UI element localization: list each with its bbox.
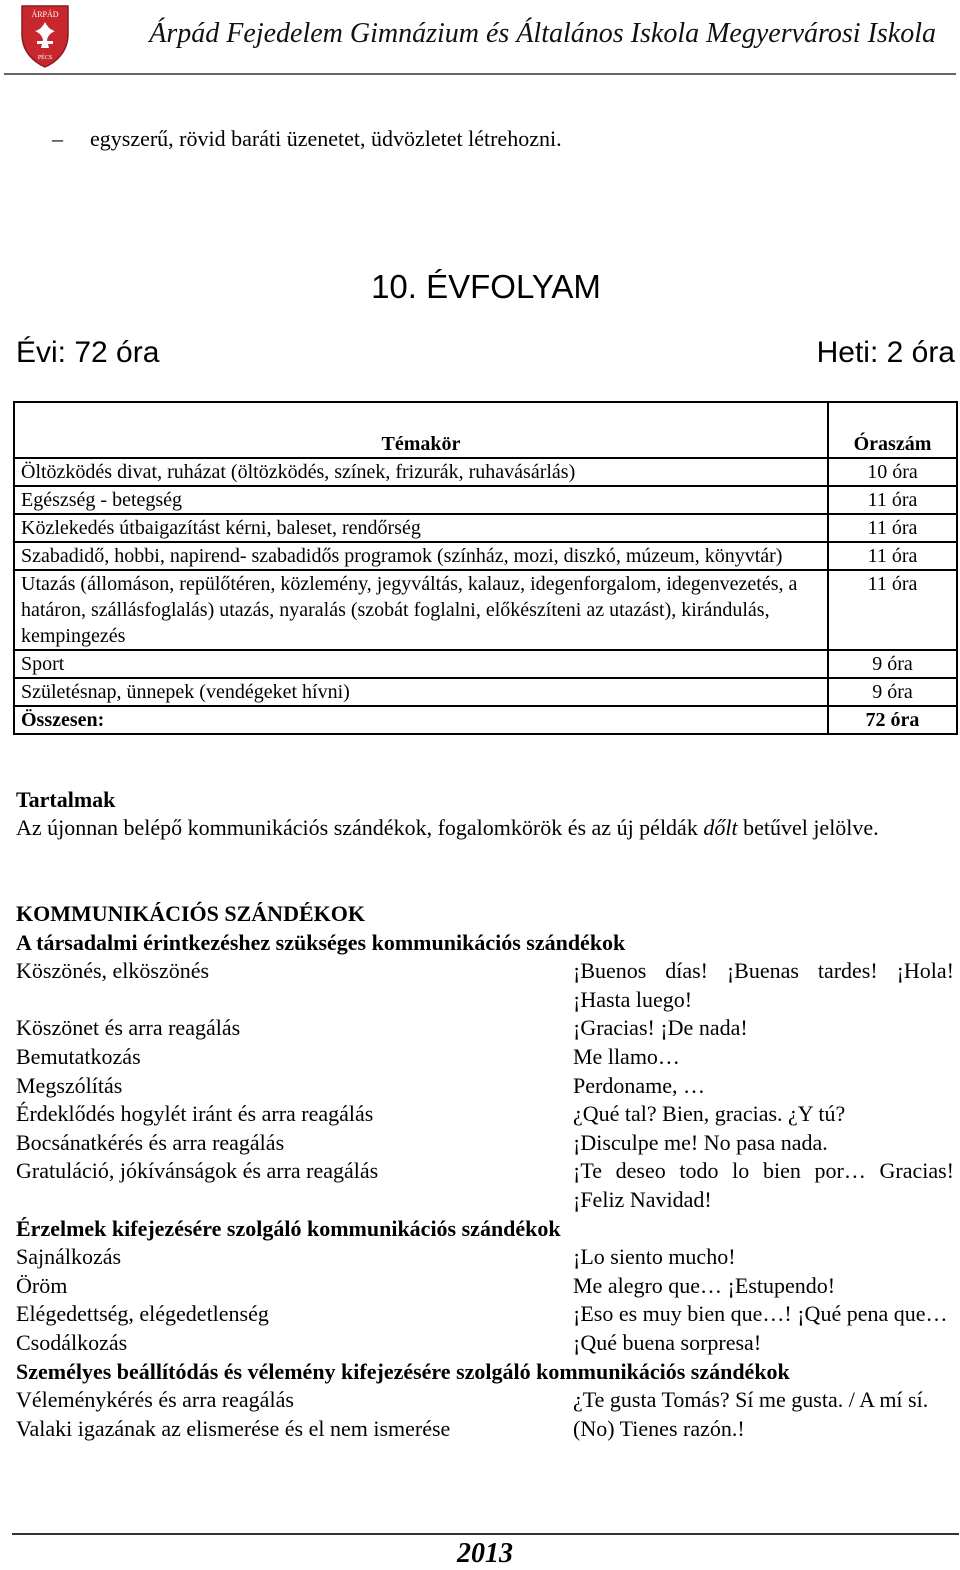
footer-divider [12, 1533, 959, 1535]
contents-italic-word: dőlt [703, 815, 738, 840]
hours-cell: 9 óra [828, 678, 957, 706]
table-row [14, 570, 957, 650]
table-row [14, 542, 957, 570]
topic-cell: Összesen: [14, 706, 828, 734]
intention-label: Sajnálkozás [16, 1244, 122, 1270]
table-row [14, 650, 957, 678]
page-header [0, 0, 960, 75]
intention-label: Megszólítás [16, 1072, 123, 1098]
hours-cell: 10 óra [828, 458, 957, 486]
intention-row [16, 1272, 954, 1301]
topic-cell: Közlekedés útbaigazítást kérni, baleset, rendőrség [14, 514, 828, 542]
contents-section [16, 786, 954, 842]
intention-example: ¡Lo siento mucho! [573, 1244, 736, 1270]
intention-example: ¿Qué tal? Bien, gracias. ¿Y tú? [573, 1101, 846, 1127]
intention-row [16, 1243, 954, 1272]
intention-example: Me alegro que… ¡Estupendo! [573, 1272, 836, 1298]
intention-example: ¡Disculpe me! No pasa nada. [573, 1129, 828, 1155]
topics-table [13, 401, 958, 735]
intention-example: ¡Eso es muy bien que…! ¡Qué pena que… [573, 1301, 948, 1327]
intention-label: Valaki igazának az elismerése és el nem ismerése [16, 1415, 451, 1441]
dash-bullet: – [52, 126, 63, 151]
intention-row [16, 1100, 954, 1129]
hours-header: Óraszám [853, 433, 932, 455]
intention-label: Gratuláció, jókívánságok és arra reagálás [16, 1158, 379, 1184]
intention-label: Bemutatkozás [16, 1043, 141, 1069]
crest-lily-icon [20, 4, 70, 68]
intention-label: Bocsánatkérés és arra reagálás [16, 1129, 285, 1155]
intention-example: Perdoname, … [573, 1072, 705, 1098]
header-divider [4, 73, 956, 75]
intention-row [16, 1014, 954, 1043]
hours-cell: 11 óra [828, 514, 957, 542]
topic-cell: Egészség - betegség [14, 486, 828, 514]
hours-cell: 11 óra [828, 542, 957, 570]
contents-text [16, 814, 954, 842]
intention-example: ¡Te deseo todo lo bien por… Gracias! ¡Feliz Navidad! [573, 1158, 954, 1212]
contents-text-part: Az újonnan belépő kommunikációs szándékok, fogalomkörök és az új példák [16, 815, 704, 840]
topic-header-cell [14, 402, 828, 458]
hours-cell: 11 óra [828, 570, 957, 650]
intention-row [16, 1157, 954, 1214]
intentions-title: KOMMUNIKÁCIÓS SZÁNDÉKOK [16, 901, 365, 926]
intention-label: Köszönés, elköszönés [16, 958, 210, 984]
bullet-text: egyszerű, rövid baráti üzenetet, üdvözletet létrehozni. [90, 126, 562, 151]
intention-row [16, 1415, 954, 1444]
logo-subtext: PÉCS [37, 55, 53, 61]
weekly-hours: Heti: 2 óra [816, 336, 955, 369]
table-row [14, 514, 957, 542]
table-header-row [14, 402, 957, 458]
contents-text-part: betűvel jelölve. [737, 815, 879, 840]
grade-title: 10. ÉVFOLYAM [371, 268, 601, 305]
intention-row [16, 1329, 954, 1358]
intention-row [16, 1043, 954, 1072]
topic-cell: Utazás (állomáson, repülőtéren, közlemény, jegyváltás, kalauz, idegenforgalom, idegenvezetés, a határon, szállásfoglalás) utazás, nyaralás (szobát foglalni, előkészíteni az utazást), kirándulás, kempingezés [14, 570, 828, 650]
intention-label: Érdeklődés hogylét iránt és arra reagálás [16, 1101, 374, 1127]
intention-group-heading: A társadalmi érintkezéshez szükséges kommunikációs szándékok [16, 929, 626, 955]
table-row [14, 458, 957, 486]
intention-row [16, 1386, 954, 1415]
school-name: Árpád Fejedelem Gimnázium és Általános Iskola Megyervárosi Iskola [149, 18, 936, 49]
intention-example: (No) Tienes razón.! [573, 1415, 745, 1441]
contents-title: Tartalmak [16, 787, 116, 812]
hours-cell: 72 óra [828, 706, 957, 734]
intention-example: ¡Qué buena sorpresa! [573, 1329, 762, 1355]
intention-row [16, 1300, 954, 1329]
intention-group-heading: Személyes beállítódás és vélemény kifejezésére szolgáló kommunikációs szándékok [16, 1358, 790, 1384]
logo-text: ÁRPÁD [31, 10, 59, 19]
table-row [14, 678, 957, 706]
table-row [14, 486, 957, 514]
topic-cell: Szabadidő, hobbi, napirend- szabadidős programok (színház, mozi, diszkó, múzeum, könyvtár) [14, 542, 828, 570]
hours-cell: 9 óra [828, 650, 957, 678]
intention-row [16, 957, 954, 1014]
intention-row [16, 1129, 954, 1158]
intention-group-heading: Érzelmek kifejezésére szolgáló kommunikációs szándékok [16, 1215, 561, 1241]
intention-example: ¡Gracias! ¡De nada! [573, 1015, 748, 1041]
intention-label: Köszönet és arra reagálás [16, 1015, 241, 1041]
topic-cell: Sport [14, 650, 828, 678]
table-total-row [14, 706, 957, 734]
intention-label: Véleménykérés és arra reagálás [16, 1387, 294, 1413]
topic-cell: Születésnap, ünnepek (vendégeket hívni) [14, 678, 828, 706]
intention-label: Csodálkozás [16, 1329, 128, 1355]
intention-example: Me llamo… [573, 1043, 680, 1069]
hours-cell: 11 óra [828, 486, 957, 514]
intention-example: ¿Te gusta Tomás? Sí me gusta. / A mí sí. [573, 1387, 929, 1413]
yearly-hours: Évi: 72 óra [16, 336, 160, 369]
intention-label: Elégedettség, elégedetlenség [16, 1301, 269, 1327]
hours-header-cell [828, 402, 957, 458]
intentions-section [16, 900, 954, 1443]
footer-year: 2013 [457, 1538, 513, 1569]
intention-example: ¡Buenos días! ¡Buenas tardes! ¡Hola! ¡Hasta luego! [573, 958, 954, 1012]
topic-header: Témakör [381, 433, 461, 455]
intention-row [16, 1072, 954, 1101]
topic-cell: Öltözködés divat, ruházat (öltözködés, színek, frizurák, ruhavásárlás) [14, 458, 828, 486]
intention-label: Öröm [16, 1272, 68, 1298]
